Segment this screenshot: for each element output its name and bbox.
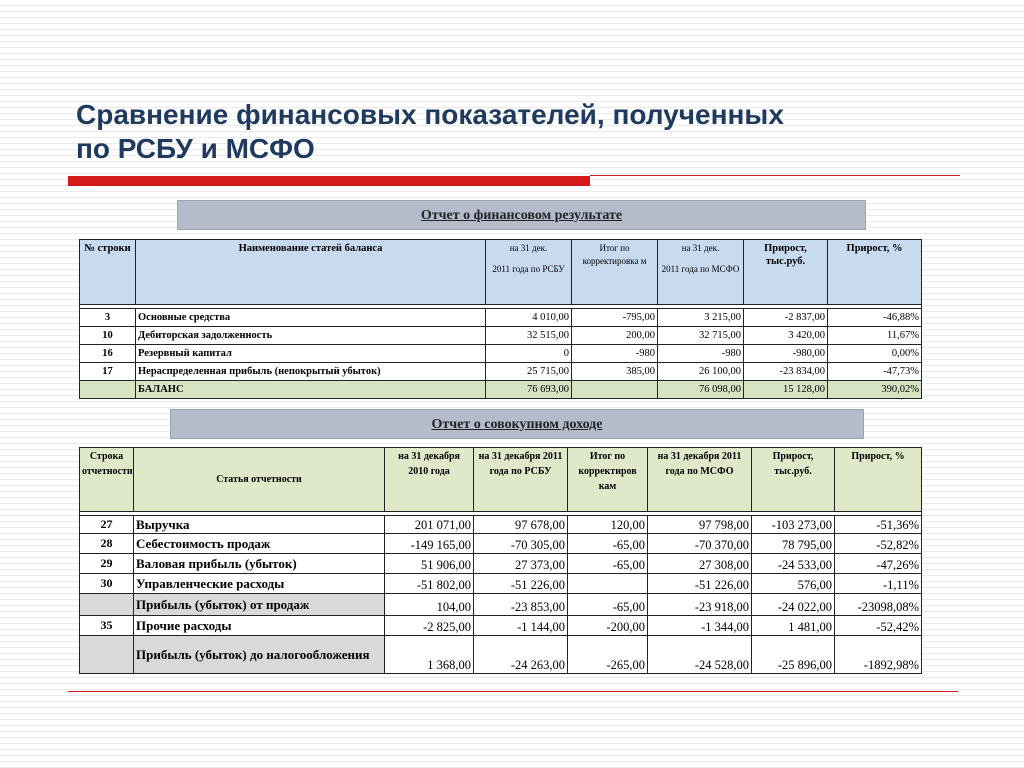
item-name: БАЛАНС bbox=[136, 381, 486, 399]
row-number: 10 bbox=[80, 327, 136, 345]
item-name: Управленческие расходы bbox=[134, 574, 385, 594]
table-row bbox=[80, 345, 922, 363]
growth-rub-value: -25 896,00 bbox=[752, 636, 835, 674]
col-header-report-line: Строка отчетности bbox=[80, 448, 134, 512]
col-header-msfo-a: на 31 дек. bbox=[681, 243, 720, 253]
adjustment-value: 200,00 bbox=[572, 327, 658, 345]
row-number: 3 bbox=[80, 309, 136, 327]
adjustment-value: -65,00 bbox=[568, 554, 648, 574]
growth-rub-value: -24 022,00 bbox=[752, 594, 835, 616]
table2-header-row bbox=[80, 448, 922, 512]
adjustment-value: -795,00 bbox=[572, 309, 658, 327]
col-header-row-number: № строки bbox=[80, 240, 136, 305]
growth-rub-value: 576,00 bbox=[752, 574, 835, 594]
table-total-row bbox=[80, 381, 922, 399]
row-number: 17 bbox=[80, 363, 136, 381]
table-row bbox=[80, 309, 922, 327]
comprehensive-income-table bbox=[79, 447, 922, 674]
adjustment-value bbox=[568, 574, 648, 594]
col-header-item-name: Наименование статей баланса bbox=[136, 240, 486, 305]
table-row bbox=[80, 554, 922, 574]
row-number bbox=[80, 381, 136, 399]
rsbu-value: 32 515,00 bbox=[486, 327, 572, 345]
growth-pct-value: 11,67% bbox=[828, 327, 922, 345]
row-number: 28 bbox=[80, 534, 134, 554]
row-number: 29 bbox=[80, 554, 134, 574]
value-2010: -2 825,00 bbox=[385, 616, 474, 636]
col-header-adjustment: Итог по корректиров кам bbox=[568, 448, 648, 512]
item-name: Выручка bbox=[134, 516, 385, 534]
item-name: Себестоимость продаж bbox=[134, 534, 385, 554]
item-name: Основные средства bbox=[136, 309, 486, 327]
item-name: Прочие расходы bbox=[134, 616, 385, 636]
financial-result-banner: Отчет о финансовом результате bbox=[177, 200, 866, 230]
rsbu-value: 76 693,00 bbox=[486, 381, 572, 399]
title-accent-line bbox=[590, 175, 960, 176]
col-header-rsbu-b: 2011 года по РСБУ bbox=[492, 264, 565, 274]
col-header-msfo bbox=[658, 240, 744, 305]
growth-pct-value: -51,36% bbox=[835, 516, 922, 534]
title-line-2: по РСБУ и МСФО bbox=[76, 133, 315, 164]
col-header-adjustment: Итог по корректировка м bbox=[572, 240, 658, 305]
growth-rub-value: 1 481,00 bbox=[752, 616, 835, 636]
item-name: Валовая прибыль (убыток) bbox=[134, 554, 385, 574]
table-row bbox=[80, 574, 922, 594]
growth-pct-value: -52,82% bbox=[835, 534, 922, 554]
col-header-growth-rub: Прирост, тыс.руб. bbox=[744, 240, 828, 305]
col-header-msfo: на 31 декабря 2011 года по МСФО bbox=[648, 448, 752, 512]
adjustment-value: -265,00 bbox=[568, 636, 648, 674]
adjustment-value: -65,00 bbox=[568, 594, 648, 616]
adjustment-value bbox=[572, 381, 658, 399]
item-name: Прибыль (убыток) до налогообложения bbox=[134, 636, 385, 674]
growth-pct-value: 0,00% bbox=[828, 345, 922, 363]
growth-pct-value: -52,42% bbox=[835, 616, 922, 636]
msfo-value: 32 715,00 bbox=[658, 327, 744, 345]
table-row bbox=[80, 636, 922, 674]
rsbu-value: 27 373,00 bbox=[474, 554, 568, 574]
table-row bbox=[80, 516, 922, 534]
adjustment-value: 385,00 bbox=[572, 363, 658, 381]
title-line-1: Сравнение финансовых показателей, полученных bbox=[76, 99, 784, 130]
row-number bbox=[80, 594, 134, 616]
financial-result-table bbox=[79, 239, 922, 399]
growth-rub-value: 3 420,00 bbox=[744, 327, 828, 345]
col-header-2010: на 31 декабря 2010 года bbox=[385, 448, 474, 512]
row-number: 30 bbox=[80, 574, 134, 594]
col-header-growth-pct: Прирост, % bbox=[835, 448, 922, 512]
item-name: Нераспределенная прибыль (непокрытый убыток) bbox=[136, 363, 486, 381]
growth-rub-value: -980,00 bbox=[744, 345, 828, 363]
msfo-value: 27 308,00 bbox=[648, 554, 752, 574]
table-row bbox=[80, 594, 922, 616]
col-header-growth-rub: Прирост, тыс.руб. bbox=[752, 448, 835, 512]
msfo-value: -980 bbox=[658, 345, 744, 363]
rsbu-value: 4 010,00 bbox=[486, 309, 572, 327]
value-2010: -149 165,00 bbox=[385, 534, 474, 554]
msfo-value: -1 344,00 bbox=[648, 616, 752, 636]
footer-accent-line bbox=[68, 691, 958, 692]
msfo-value: 3 215,00 bbox=[658, 309, 744, 327]
col-header-report-item: Статья отчетности bbox=[134, 448, 385, 512]
rsbu-value: -51 226,00 bbox=[474, 574, 568, 594]
adjustment-value: -980 bbox=[572, 345, 658, 363]
adjustment-value: -200,00 bbox=[568, 616, 648, 636]
growth-pct-value: -1892,98% bbox=[835, 636, 922, 674]
col-header-growth-pct: Прирост, % bbox=[828, 240, 922, 305]
value-2010: 104,00 bbox=[385, 594, 474, 616]
growth-pct-value: -1,11% bbox=[835, 574, 922, 594]
item-name: Дебиторская задолженность bbox=[136, 327, 486, 345]
row-number: 27 bbox=[80, 516, 134, 534]
msfo-value: -70 370,00 bbox=[648, 534, 752, 554]
value-2010: -51 802,00 bbox=[385, 574, 474, 594]
growth-rub-value: -103 273,00 bbox=[752, 516, 835, 534]
comprehensive-income-banner: Отчет о совокупном доходе bbox=[170, 409, 864, 439]
rsbu-value: 0 bbox=[486, 345, 572, 363]
msfo-value: -23 918,00 bbox=[648, 594, 752, 616]
msfo-value: -51 226,00 bbox=[648, 574, 752, 594]
adjustment-value: 120,00 bbox=[568, 516, 648, 534]
rsbu-value: -24 263,00 bbox=[474, 636, 568, 674]
growth-pct-value: -47,73% bbox=[828, 363, 922, 381]
msfo-value: 76 098,00 bbox=[658, 381, 744, 399]
rsbu-value: -23 853,00 bbox=[474, 594, 568, 616]
item-name: Резервный капитал bbox=[136, 345, 486, 363]
growth-rub-value: -23 834,00 bbox=[744, 363, 828, 381]
title-accent-bar bbox=[68, 176, 590, 186]
col-header-msfo-b: 2011 года по МСФО bbox=[661, 264, 740, 274]
table-row bbox=[80, 363, 922, 381]
value-2010: 51 906,00 bbox=[385, 554, 474, 574]
value-2010: 201 071,00 bbox=[385, 516, 474, 534]
msfo-value: 97 798,00 bbox=[648, 516, 752, 534]
msfo-value: -24 528,00 bbox=[648, 636, 752, 674]
growth-pct-value: -46,88% bbox=[828, 309, 922, 327]
table1-header-row bbox=[80, 240, 922, 305]
growth-rub-value: 15 128,00 bbox=[744, 381, 828, 399]
slide-title bbox=[76, 98, 976, 166]
value-2010: 1 368,00 bbox=[385, 636, 474, 674]
table-row bbox=[80, 534, 922, 554]
growth-pct-value: 390,02% bbox=[828, 381, 922, 399]
col-header-rsbu: на 31 декабря 2011 года по РСБУ bbox=[474, 448, 568, 512]
rsbu-value: 97 678,00 bbox=[474, 516, 568, 534]
col-header-rsbu bbox=[486, 240, 572, 305]
row-number bbox=[80, 636, 134, 674]
col-header-rsbu-a: на 31 дек. bbox=[509, 243, 548, 253]
row-number: 16 bbox=[80, 345, 136, 363]
adjustment-value: -65,00 bbox=[568, 534, 648, 554]
table-row bbox=[80, 616, 922, 636]
row-number: 35 bbox=[80, 616, 134, 636]
rsbu-value: -70 305,00 bbox=[474, 534, 568, 554]
rsbu-value: -1 144,00 bbox=[474, 616, 568, 636]
growth-rub-value: 78 795,00 bbox=[752, 534, 835, 554]
table-row bbox=[80, 327, 922, 345]
rsbu-value: 25 715,00 bbox=[486, 363, 572, 381]
msfo-value: 26 100,00 bbox=[658, 363, 744, 381]
item-name: Прибыль (убыток) от продаж bbox=[134, 594, 385, 616]
growth-rub-value: -2 837,00 bbox=[744, 309, 828, 327]
growth-pct-value: -23098,08% bbox=[835, 594, 922, 616]
growth-rub-value: -24 533,00 bbox=[752, 554, 835, 574]
growth-pct-value: -47,26% bbox=[835, 554, 922, 574]
